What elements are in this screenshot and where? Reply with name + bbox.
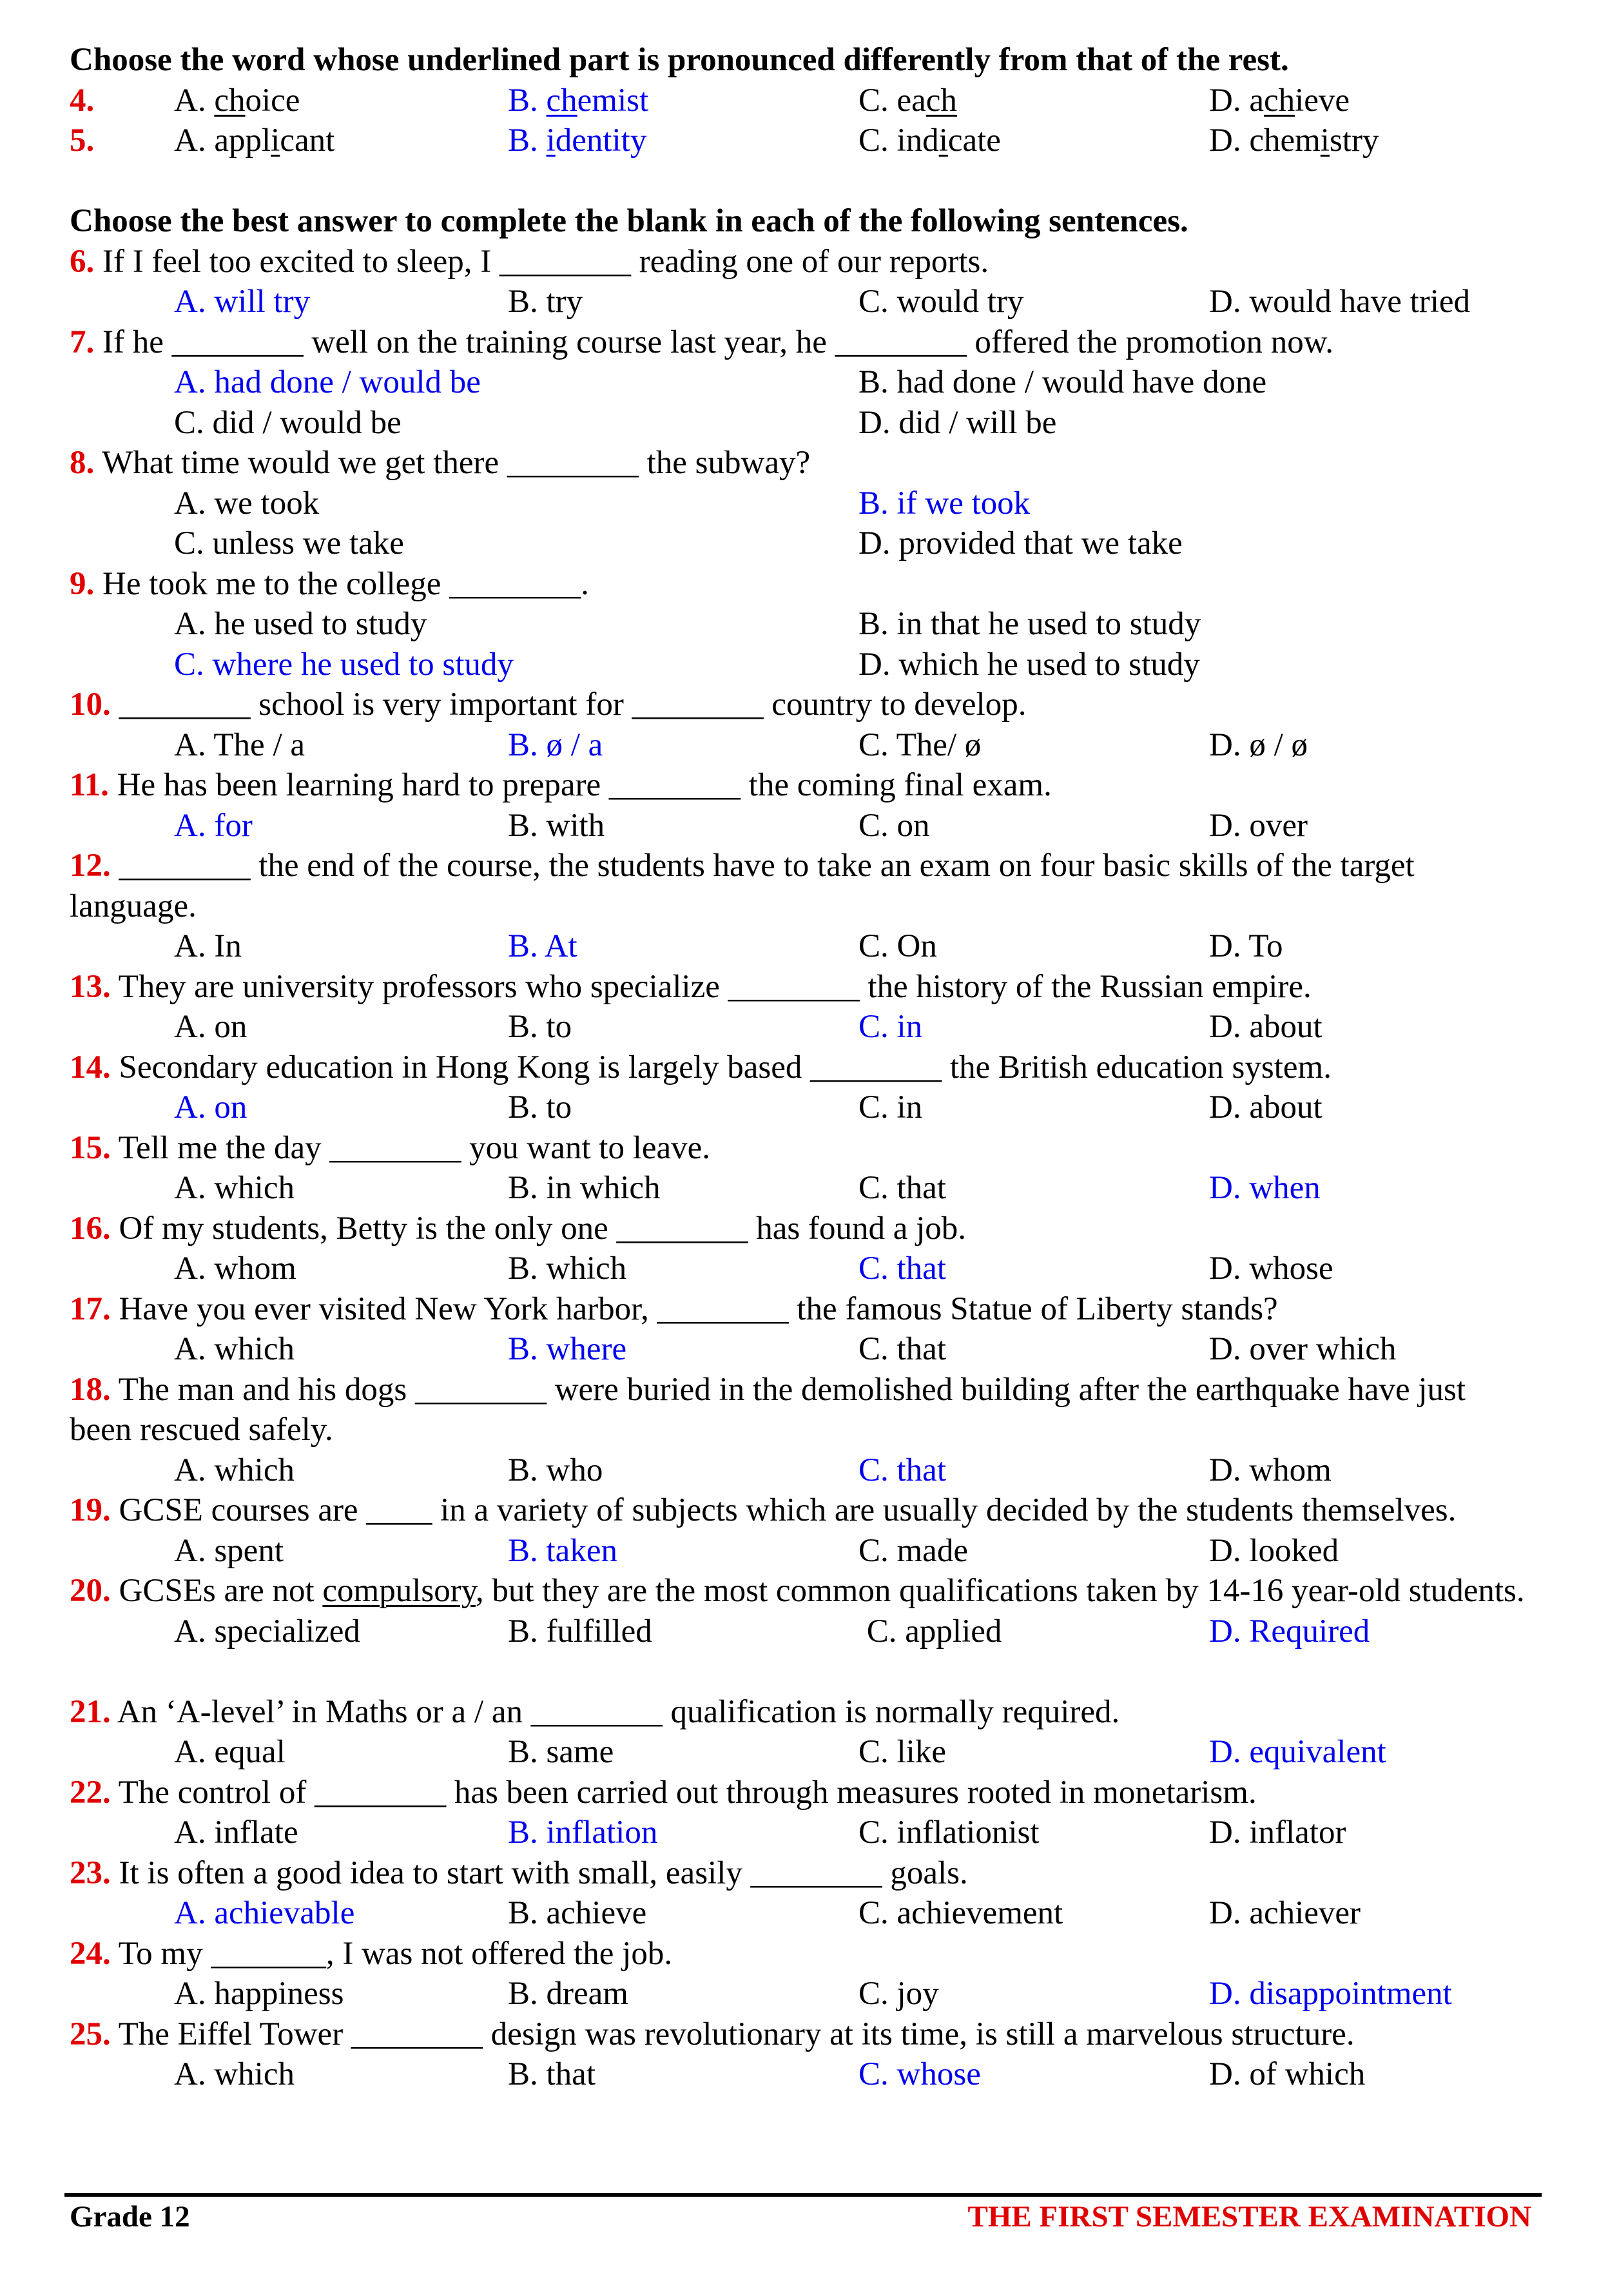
question-text: Have you ever visited New York harbor, ________ the famous Statue of Liberty stands? — [119, 1290, 1278, 1327]
option-a[interactable]: A. inflate — [174, 1814, 298, 1851]
footer-grade: Grade 12 — [70, 2200, 190, 2233]
option-d-answer[interactable]: D. Required — [1209, 1613, 1370, 1649]
question-5 — [70, 121, 1533, 161]
question-10-stem — [70, 685, 1533, 725]
option-c[interactable]: C. unless we take — [174, 525, 404, 561]
question-25-stem — [70, 2014, 1533, 2055]
option-c[interactable]: C. made — [858, 1532, 968, 1569]
option-d[interactable]: D. about — [1209, 1089, 1323, 1125]
question-13-options — [70, 1007, 1533, 1047]
question-23-stem — [70, 1853, 1533, 1894]
spacer — [70, 1651, 1533, 1692]
section-instruction-pronunciation: Choose the word whose underlined part is pronounced differently from that of the rest. — [70, 42, 1289, 78]
question-12-options — [70, 926, 1533, 967]
question-18-options — [70, 1450, 1533, 1491]
question-24-options — [70, 1974, 1533, 2014]
question-text: What time would we get there ________ the subway? — [102, 445, 811, 481]
question-23-options — [70, 1893, 1533, 1934]
option-c-answer[interactable]: C. in — [858, 1009, 923, 1045]
option-c[interactable]: C. indicate — [858, 122, 1001, 159]
question-22-stem — [70, 1773, 1533, 1813]
option-a[interactable]: A. applicant — [174, 122, 335, 159]
question-18-stem — [70, 1370, 1533, 1450]
question-text: The control of ________ has been carried out through measures rooted in monetarism. — [118, 1774, 1257, 1811]
option-a[interactable]: A. spent — [174, 1532, 284, 1569]
question-text: An ‘A-level’ in Maths or a / an ________ qualification is normally required. — [117, 1693, 1120, 1730]
question-21-stem — [70, 1692, 1533, 1733]
question-number: 9. — [70, 565, 95, 602]
option-a-answer[interactable]: A. achievable — [174, 1895, 355, 1931]
question-number: 24. — [70, 1935, 111, 1972]
question-number: 15. — [70, 1129, 111, 1166]
option-d[interactable]: D. achiever — [1209, 1895, 1361, 1931]
option-b-answer[interactable]: B. where — [508, 1331, 627, 1367]
question-number: 8. — [70, 445, 95, 481]
option-c[interactable]: C. applied — [858, 1613, 1002, 1649]
option-a[interactable]: A. which — [174, 1452, 295, 1488]
question-text: The man and his dogs ________ were buried in the demolished building after the earthquake have just been rescued safely. — [70, 1371, 1466, 1448]
option-b[interactable]: B. achieve — [508, 1895, 647, 1931]
exam-page — [70, 40, 1533, 2095]
option-b-answer[interactable]: B. if we took — [858, 485, 1031, 521]
question-11-options — [70, 806, 1533, 846]
option-a-answer[interactable]: A. on — [174, 1089, 247, 1125]
question-24-stem — [70, 1934, 1533, 1974]
option-a-answer[interactable]: A. for — [174, 807, 253, 844]
option-a[interactable]: A. equal — [174, 1734, 286, 1770]
question-text: ________ the end of the course, the students have to take an exam on four basic skills of the target language. — [70, 848, 1415, 924]
option-b[interactable]: B. in that he used to study — [858, 606, 1201, 642]
question-25-options — [70, 2054, 1533, 2095]
question-19-options — [70, 1531, 1533, 1571]
option-c[interactable]: C. on — [858, 807, 930, 844]
option-c[interactable]: C. like — [858, 1734, 946, 1770]
question-number: 19. — [70, 1492, 111, 1528]
question-4 — [70, 81, 1533, 121]
option-d[interactable]: D. about — [1209, 1009, 1323, 1045]
question-9-options-ab — [70, 604, 1533, 645]
question-number: 6. — [70, 243, 95, 280]
question-number: 12. — [70, 848, 111, 884]
option-c-answer[interactable]: C. that — [858, 1452, 946, 1488]
question-17-options — [70, 1329, 1533, 1370]
question-number: 10. — [70, 686, 111, 723]
option-a[interactable]: A. choice — [174, 82, 300, 119]
option-c[interactable]: C. would try — [858, 284, 1024, 320]
option-d-answer[interactable]: D. equivalent — [1209, 1734, 1386, 1770]
question-number: 21. — [70, 1693, 111, 1730]
question-number: 5. — [70, 122, 95, 159]
option-b[interactable]: B. same — [508, 1734, 614, 1770]
option-a[interactable]: A. specialized — [174, 1613, 360, 1649]
question-7-stem — [70, 322, 1533, 363]
question-text: ________ school is very important for ________ country to develop. — [119, 686, 1027, 723]
option-a-answer[interactable]: A. had done / would be — [174, 364, 481, 400]
question-7-options-cd — [70, 403, 1533, 443]
option-b[interactable]: B. try — [508, 284, 583, 320]
question-number: 20. — [70, 1573, 111, 1609]
option-a[interactable]: A. on — [174, 1009, 247, 1045]
option-b[interactable]: B. who — [508, 1452, 603, 1488]
question-16-stem — [70, 1209, 1533, 1249]
option-c[interactable]: C. that — [858, 1331, 946, 1367]
question-number: 4. — [70, 82, 95, 119]
option-a[interactable]: A. which — [174, 1170, 295, 1206]
question-number: 11. — [70, 767, 109, 803]
option-c[interactable]: C. each — [858, 82, 957, 119]
question-number: 22. — [70, 1774, 111, 1811]
question-number: 7. — [70, 324, 95, 360]
question-text: It is often a good idea to start with small, easily ________ goals. — [119, 1854, 968, 1891]
option-c[interactable]: C. joy — [858, 1976, 939, 2012]
footer-divider — [64, 2193, 1542, 2197]
question-15-options — [70, 1168, 1533, 1209]
question-number: 23. — [70, 1854, 111, 1891]
option-b-answer[interactable]: B. ø / a — [508, 726, 603, 763]
option-d[interactable]: D. would have tried — [1209, 284, 1471, 320]
question-number: 25. — [70, 2016, 111, 2052]
question-text: Secondary education in Hong Kong is largely based ________ the British education system. — [119, 1049, 1332, 1085]
question-7-options-ab — [70, 362, 1533, 403]
option-d[interactable]: D. over — [1209, 807, 1308, 844]
question-8-options-ab — [70, 483, 1533, 524]
option-a[interactable]: A. he used to study — [174, 606, 427, 642]
option-b-answer[interactable]: B. identity — [508, 122, 647, 159]
section-instruction-best-answer: Choose the best answer to complete the blank in each of the following sentences. — [70, 203, 1188, 239]
question-10-options — [70, 725, 1533, 766]
option-d[interactable]: D. ø / ø — [1209, 726, 1308, 763]
option-c[interactable]: C. achievement — [858, 1895, 1063, 1931]
footer-exam-title: THE FIRST SEMESTER EXAMINATION — [967, 2200, 1531, 2233]
question-11-stem — [70, 765, 1533, 806]
option-b[interactable]: B. had done / would have done — [858, 364, 1267, 400]
question-number: 13. — [70, 968, 111, 1005]
question-text: If he ________ well on the training course last year, he ________ offered the promotion now. — [102, 324, 1333, 360]
option-a[interactable]: A. whom — [174, 1250, 296, 1287]
option-c[interactable]: C. in — [858, 1089, 923, 1125]
option-b-answer[interactable]: B. taken — [508, 1532, 617, 1569]
option-b-answer[interactable]: B. chemist — [508, 82, 649, 119]
option-b[interactable]: B. with — [508, 807, 605, 844]
option-c[interactable]: C. that — [858, 1170, 946, 1206]
option-d[interactable]: D. looked — [1209, 1532, 1339, 1569]
option-d[interactable]: D. did / will be — [858, 404, 1057, 441]
option-b[interactable]: B. dream — [508, 1976, 628, 2012]
question-text: He has been learning hard to prepare ________ the coming final exam. — [117, 767, 1052, 803]
option-c[interactable]: C. did / would be — [174, 404, 402, 441]
question-text: Tell me the day ________ you want to leave. — [118, 1129, 711, 1166]
question-13-stem — [70, 967, 1533, 1007]
option-a[interactable]: A. which — [174, 1331, 295, 1367]
question-text: GCSE courses are ____ in a variety of subjects which are usually decided by the students themselves. — [119, 1492, 1457, 1528]
question-14-options — [70, 1087, 1533, 1128]
question-20-options — [70, 1611, 1533, 1652]
question-9-stem — [70, 564, 1533, 605]
question-21-options — [70, 1732, 1533, 1773]
option-d[interactable]: D. achieve — [1209, 82, 1350, 119]
option-d-answer[interactable]: D. when — [1209, 1170, 1321, 1206]
option-d[interactable]: D. of which — [1209, 2056, 1366, 2092]
option-d[interactable]: D. which he used to study — [858, 646, 1200, 683]
question-6-stem — [70, 242, 1533, 282]
question-6-options — [70, 282, 1533, 322]
question-number: 14. — [70, 1049, 111, 1085]
option-c-answer[interactable]: C. that — [858, 1250, 946, 1287]
question-12-stem — [70, 846, 1533, 926]
question-text: He took me to the college ________. — [102, 565, 589, 602]
option-a[interactable]: A. we took — [174, 485, 320, 521]
question-text: They are university professors who specialize ________ the history of the Russian empire. — [118, 968, 1312, 1005]
question-22-options — [70, 1813, 1533, 1853]
option-a[interactable]: A. The / a — [174, 726, 305, 763]
option-c[interactable]: C. inflationist — [858, 1814, 1040, 1851]
question-9-options-cd — [70, 645, 1533, 685]
option-b-answer[interactable]: B. inflation — [508, 1814, 658, 1851]
option-a[interactable]: A. which — [174, 2056, 295, 2092]
page-footer — [70, 2199, 1531, 2239]
option-d[interactable]: D. over which — [1209, 1331, 1397, 1367]
option-d-answer[interactable]: D. disappointment — [1209, 1976, 1452, 2012]
option-c-answer[interactable]: C. whose — [858, 2056, 981, 2092]
question-text: The Eiffel Tower ________ design was revolutionary at its time, is still a marvelous structure. — [118, 2016, 1355, 2052]
question-19-stem — [70, 1490, 1533, 1531]
option-b[interactable]: B. fulfilled — [508, 1613, 652, 1649]
question-14-stem — [70, 1047, 1533, 1088]
option-a-answer[interactable]: A. will try — [174, 284, 311, 320]
question-17-stem — [70, 1289, 1533, 1330]
question-number: 17. — [70, 1290, 111, 1327]
option-b[interactable]: B. which — [508, 1250, 627, 1287]
option-a[interactable]: A. happiness — [174, 1976, 344, 2012]
option-d[interactable]: D. whom — [1209, 1452, 1332, 1488]
option-c-answer[interactable]: C. where he used to study — [174, 646, 514, 683]
option-b[interactable]: B. that — [508, 2056, 596, 2092]
question-8-stem — [70, 443, 1533, 483]
option-d[interactable]: D. chemistry — [1209, 122, 1379, 159]
question-number: 18. — [70, 1371, 111, 1408]
question-text: To my _______, I was not offered the job. — [118, 1935, 673, 1972]
question-8-options-cd — [70, 523, 1533, 564]
option-b[interactable]: B. in which — [508, 1170, 661, 1206]
question-number: 16. — [70, 1210, 111, 1247]
option-b-answer[interactable]: B. At — [508, 928, 577, 964]
option-d[interactable]: D. whose — [1209, 1250, 1333, 1287]
question-text: If I feel too excited to sleep, I ________ reading one of our reports. — [102, 243, 989, 280]
option-d[interactable]: D. inflator — [1209, 1814, 1346, 1851]
option-b[interactable]: B. to — [508, 1089, 572, 1125]
question-20-stem — [70, 1571, 1533, 1611]
spacer — [70, 161, 1533, 202]
option-c[interactable]: C. On — [858, 928, 937, 964]
question-text: Of my students, Betty is the only one ________ has found a job. — [119, 1210, 967, 1247]
option-c[interactable]: C. The/ ø — [858, 726, 982, 763]
question-15-stem — [70, 1128, 1533, 1169]
option-d[interactable]: D. To — [1209, 928, 1283, 964]
option-d[interactable]: D. provided that we take — [858, 525, 1183, 561]
option-a[interactable]: A. In — [174, 928, 242, 964]
question-16-options — [70, 1249, 1533, 1289]
option-b[interactable]: B. to — [508, 1009, 572, 1045]
question-text: GCSEs are not compulsory, but they are the most common qualifications taken by 14-16 year-old students. — [119, 1573, 1525, 1609]
